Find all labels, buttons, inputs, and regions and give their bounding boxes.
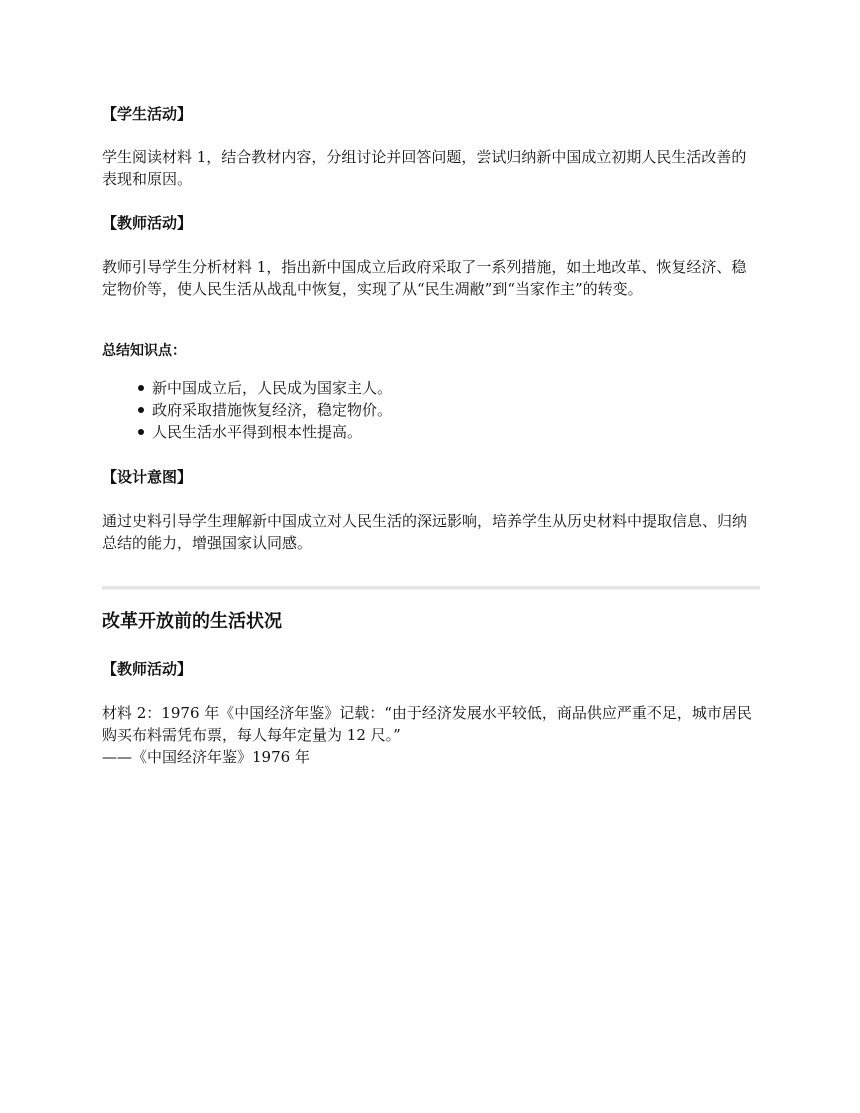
summary-point-2: 政府采取措施恢复经济，稳定物价。 (152, 401, 393, 419)
summary-point-1: 新中国成立后，人民成为国家主人。 (152, 379, 393, 397)
bullet-icon (138, 429, 144, 435)
teacher-activity-text: 教师引导学生分析材料 1，指出新中国成立后政府采取了一系列措施，如土地改革、恢复经济、稳定物价等，使人民生活从战乱中恢复，实现了从“民生凋敝”到“当家作主”的转变。 (102, 258, 747, 298)
list-item (102, 377, 702, 399)
summary-list (102, 377, 702, 443)
section-title: 改革开放前的生活状况 (102, 611, 282, 632)
summary-label: 总结知识点： (102, 343, 186, 359)
student-activity-heading: 【学生活动】 (102, 105, 193, 123)
student-activity-text: 学生阅读材料 1，结合教材内容，分组讨论并回答问题，尝试归纳新中国成立初期人民生活改善的表现和原因。 (102, 148, 747, 188)
teacher-activity-heading-2: 【教师活动】 (102, 660, 193, 678)
material-2-source: ——《中国经济年鉴》1976 年 (102, 748, 310, 766)
summary-point-3: 人民生活水平得到根本性提高。 (152, 423, 363, 441)
list-item (102, 399, 702, 421)
bullet-icon (138, 385, 144, 391)
teacher-activity-heading: 【教师活动】 (102, 214, 193, 232)
design-intent-text: 通过史料引导学生理解新中国成立对人民生活的深远影响，培养学生从历史材料中提取信息、归纳总结的能力，增强国家认同感。 (102, 512, 748, 552)
list-item (102, 421, 702, 443)
section-divider (102, 586, 760, 590)
design-intent-heading: 【设计意图】 (102, 468, 193, 486)
material-2-text: 材料 2：1976 年《中国经济年鉴》记载：“由于经济发展水平较低，商品供应严重不足，城市居民购买布料需凭布票，每人每年定量为 12 尺。” (102, 704, 752, 744)
bullet-icon (138, 407, 144, 413)
